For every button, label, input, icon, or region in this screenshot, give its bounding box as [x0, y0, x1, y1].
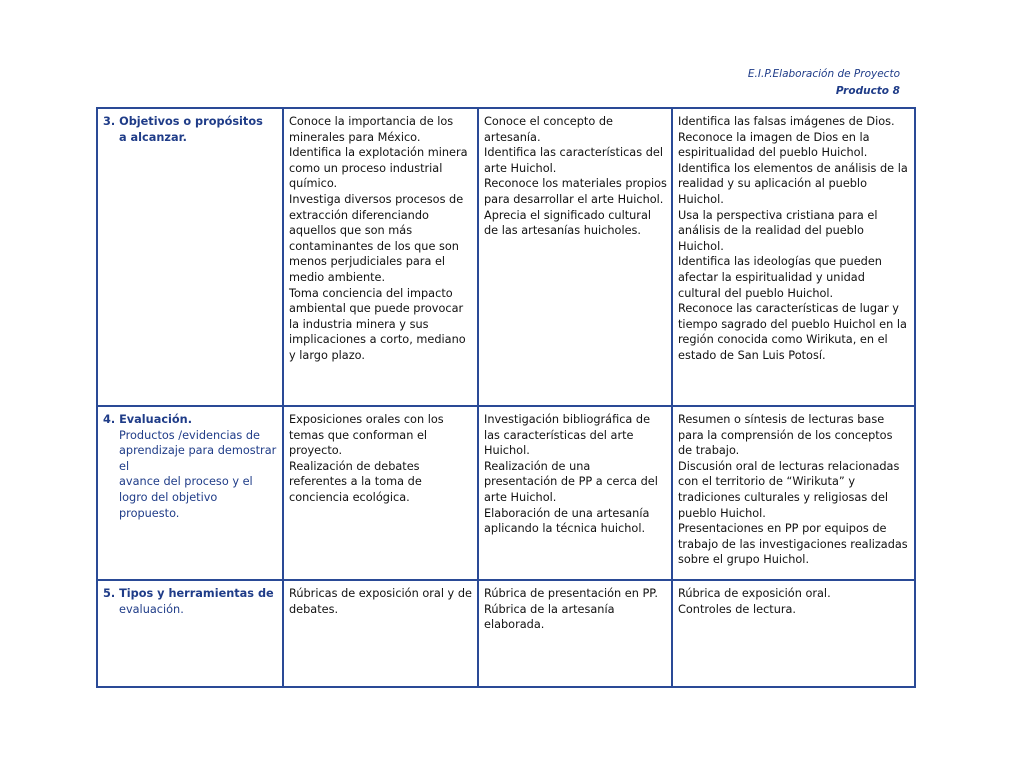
cell-line: Exposiciones orales con los temas que conforman el proyecto. [289, 413, 444, 458]
cell-line: Toma conciencia del impacto ambiental que puede provocar la industria minera y sus implicaciones a corto, mediano y largo plazo. [289, 286, 466, 362]
table-cell: Rúbricas de exposición oral y de debates. [283, 580, 478, 687]
cell-line: Reconoce la imagen de Dios en la espiritualidad del pueblo Huichol. [678, 130, 870, 160]
cell-line: Identifica los elementos de análisis de la realidad y su aplicación al pueblo Huichol. [678, 161, 908, 206]
table-row [97, 406, 915, 580]
cell-line: Aprecia el significado cultural de las artesanías huicholes. [484, 208, 652, 238]
cell-line: Conoce el concepto de artesanía. [484, 115, 613, 144]
cell-line: Rúbrica de exposición oral. [678, 587, 831, 600]
cell-line: Reconoce los materiales propios para desarrollar el arte Huichol. [484, 177, 667, 206]
cell-line: Rúbrica de presentación en PP. [484, 587, 658, 600]
project-table [96, 107, 916, 688]
row-label [97, 108, 283, 406]
table-cell [283, 406, 478, 580]
cell-line: Conoce la importancia de los minerales para México. [289, 115, 454, 144]
cell-line: Identifica la explotación minera como un proceso industrial químico. [289, 146, 468, 191]
row-label [97, 406, 283, 580]
row-label-sub: evaluación. [119, 602, 184, 616]
header-line-2: Producto 8 [835, 85, 900, 97]
cell-line: Resumen o síntesis de lecturas base para la comprensión de los conceptos de trabajo. [678, 413, 893, 458]
cell-line: Controles de lectura. [678, 602, 797, 616]
row-label-sub: Productos /evidencias de aprendizaje para demostrar el [119, 428, 277, 473]
cell-line: Investiga diversos procesos de extracción diferenciando aquellos que son más contaminantes de los que son menos perjudiciales para el medio ambiente. [289, 192, 464, 284]
cell-line: Elaboración de una artesanía aplicando la técnica huichol. [484, 506, 650, 536]
cell-line: Identifica las falsas imágenes de Dios. [678, 115, 895, 128]
table-cell [478, 108, 672, 406]
cell-line: Discusión oral de lecturas relacionadas con el territorio de “Wirikuta” y tradiciones culturales y religiosas del pueblo Huichol. [678, 459, 900, 520]
cell-line: Presentaciones en PP por equipos de trabajo de las investigaciones realizadas sobre el grupo Huichol. [678, 522, 908, 567]
header-line-1: E.I.P.Elaboración de Proyecto [747, 68, 900, 80]
row-label-sub: a alcanzar. [119, 130, 187, 144]
cell-line: Usa la perspectiva cristiana para el análisis de la realidad del pueblo Huichol. [678, 208, 878, 253]
cell-line: Identifica las ideologías que pueden afectar la espiritualidad y unidad cultural del pueblo Huichol. [678, 255, 882, 300]
document-header [748, 66, 900, 100]
row-label-title: 3. Objetivos o propósitos [103, 115, 263, 128]
table-cell [672, 580, 915, 687]
table-row [97, 580, 915, 687]
table-cell [672, 406, 915, 580]
table-cell [672, 108, 915, 406]
cell-line: Identifica las características del arte Huichol. [484, 146, 663, 175]
cell-line: Realización de debates referentes a la toma de conciencia ecológica. [289, 459, 422, 504]
cell-line: Investigación bibliográfica de las características del arte Huichol. [484, 413, 651, 458]
table-cell [478, 580, 672, 687]
table-row [97, 108, 915, 406]
cell-line: Rúbrica de la artesanía elaborada. [484, 602, 615, 632]
cell-line: Realización de una presentación de PP a cerca del arte Huichol. [484, 459, 658, 504]
cell-line: Reconoce las características de lugar y tiempo sagrado del pueblo Huichol en la región conocida como Wirikuta, en el estado de San Luis Potosí. [678, 302, 907, 362]
row-label-title: 5. Tipos y herramientas de [103, 587, 274, 600]
row-label [97, 580, 283, 687]
table-cell [283, 108, 478, 406]
row-label-title: 4. Evaluación. [103, 413, 192, 426]
row-label-sub: avance del proceso y el logro del objetivo propuesto. [119, 475, 253, 520]
table-cell [478, 406, 672, 580]
